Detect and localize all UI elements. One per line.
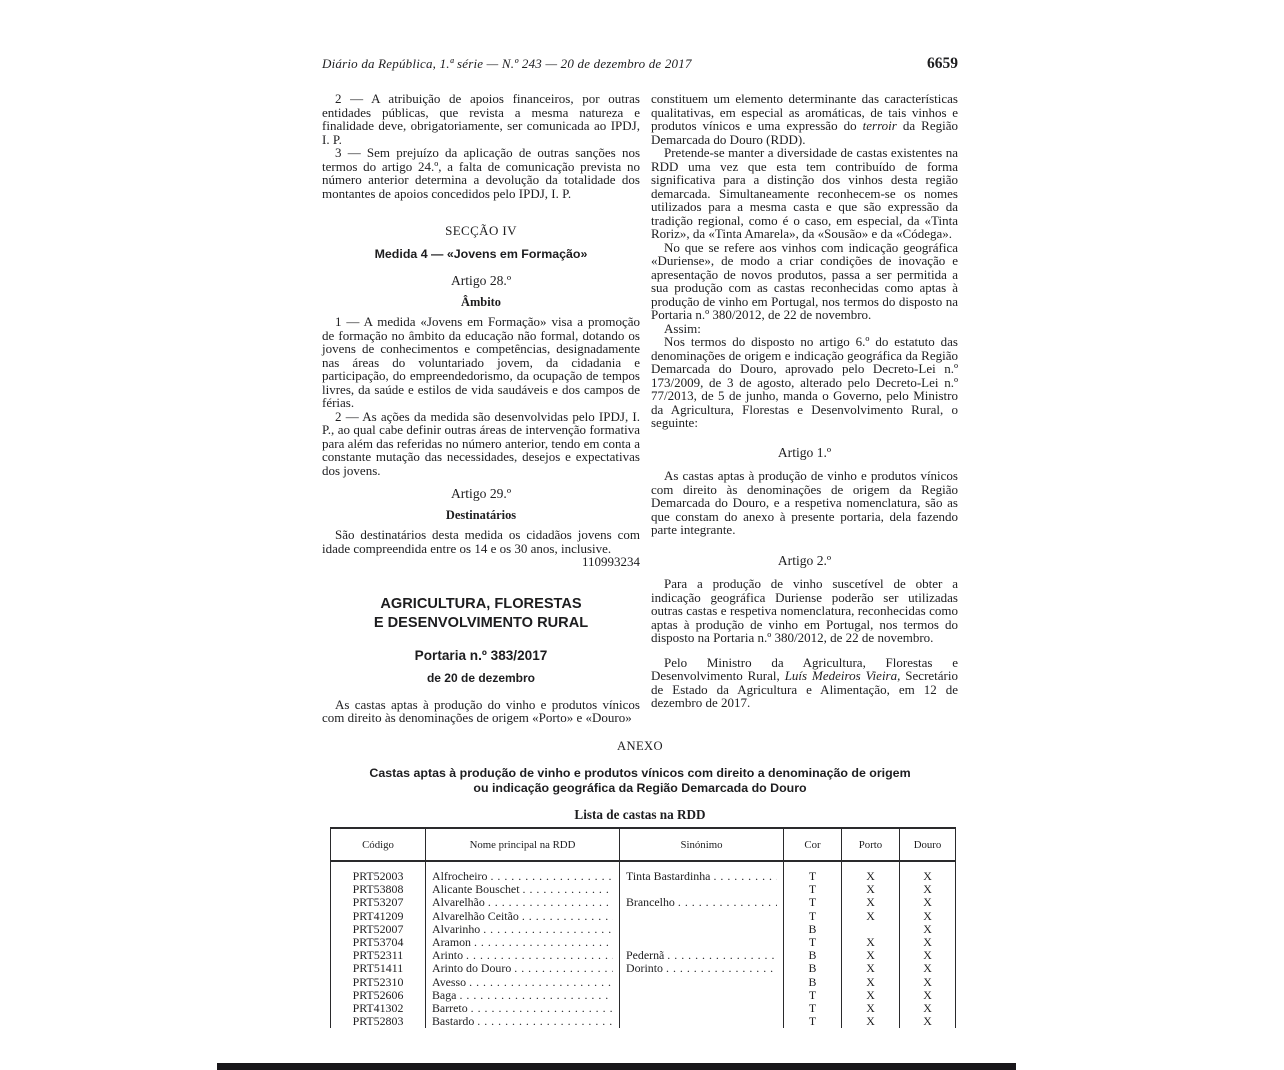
- header-cor: Cor: [784, 828, 842, 861]
- cell-cor: T: [784, 1002, 842, 1015]
- signature-name-italic: Luís Medeiros Vieira,: [784, 668, 901, 683]
- cell-cor: T: [784, 989, 842, 1002]
- annex-subtitle: Lista de castas na RDD: [574, 807, 706, 823]
- table-row: [331, 949, 956, 962]
- cell-sinonimo: Pedernã . . .: [620, 949, 784, 962]
- cell-porto: X: [842, 989, 900, 1002]
- dot-leader: [710, 870, 777, 883]
- cell-cor: T: [784, 936, 842, 949]
- ministry-line-1: AGRICULTURA, FLORESTAS: [380, 595, 582, 612]
- cell-douro: X: [900, 962, 956, 975]
- paragraph-28-2: 2 — As ações da medida são desenvolvidas pelo IPDJ, I. P., ao qual cabe definir outras áreas de intervenção formativa para além das referidas no número anterior, tendo em conta a constante mutação das necessidades, desejos e expectativas dos jovens.: [322, 408, 640, 478]
- cell-cor: T: [784, 896, 842, 909]
- cell-douro: X: [900, 923, 956, 936]
- cell-porto: X: [842, 976, 900, 989]
- cell-codigo: PRT52007: [331, 923, 426, 936]
- cell-douro: X: [900, 976, 956, 989]
- dot-leader: [474, 1015, 613, 1028]
- table-row: [331, 936, 956, 949]
- paragraph-artigo-2: Para a produção de vinho suscetível de obter a indicação geográfica Duriense poderão ser utilizadas outras castas e respetiva nomenclatura, reconhecidas como aptas à produção de vinho em Portugal, nos termos do disposto na Portaria n.º 380/2012, de 22 de novembro.: [651, 576, 958, 645]
- cell-codigo: PRT52310: [331, 976, 426, 989]
- paragraph-artigo-1: As castas aptas à produção de vinho e produtos vínicos com direito às denominações de origem da Região Demarcada do Douro, e a respetiva nomenclatura, são as que constam do anexo à presente portaria, dela fazendo parte integrante.: [651, 468, 958, 537]
- artigo-29-heading: Artigo 29.º: [450, 486, 512, 501]
- annex-title-line-2: ou indicação geográfica da Região Demarcada do Douro: [473, 780, 807, 795]
- header-nome: Nome principal na RDD: [426, 828, 620, 861]
- cell-cor: T: [784, 910, 842, 923]
- paragraph-apoios-3: 3 — Sem prejuízo da aplicação de outras sanções nos termos do artigo 24.º, a falta de comunicação prevista no número anterior determina a devolução da totalidade dos montantes de apoios concedidos pelo IPDJ, I. P.: [322, 145, 640, 201]
- cell-nome: Barreto . . .: [426, 1002, 620, 1015]
- header-porto: Porto: [842, 828, 900, 861]
- table-row: [331, 923, 956, 936]
- cell-codigo: PRT53207: [331, 896, 426, 909]
- portaria-date: de 20 de dezembro: [426, 671, 536, 685]
- cell-douro: X: [900, 896, 956, 909]
- cell-nome: Arinto . . .: [426, 949, 620, 962]
- cell-nome: Alvarinho . . .: [426, 923, 620, 936]
- table-row: [331, 883, 956, 896]
- table-row: [331, 896, 956, 909]
- portaria-heading: Portaria n.º 383/2017: [414, 647, 548, 663]
- header-douro: Douro: [900, 828, 956, 861]
- dot-leader: [675, 896, 777, 909]
- paragraph-28-1: 1 — A medida «Jovens em Formação» visa a promoção de formação no âmbito da educação não formal, dotando os jovens de conhecimentos e competências, designadamente nas áreas do voluntariado jovem, da cidadania e participação, do empreendedorismo, da ocupação de tempos livres, da saúde e estilos de vida saudáveis e dos campos de férias.: [322, 314, 640, 410]
- cell-sinonimo: [620, 1015, 784, 1028]
- paragraph-termos: Nos termos do disposto no artigo 6.º do estatuto das denominações de origem e indicação geográfica da Região Demarcada do Douro, aprovado pelo Decreto-Lei n.º 173/2009, de 3 de agosto, alterado pelo Decreto-Lei n.º 77/2013, de 5 de junho, manda o Governo, pelo Ministro da Agricultura, Florestas e Desenvolvimento Rural, o seguinte:: [651, 334, 958, 430]
- cell-douro: X: [900, 1002, 956, 1015]
- cell-cor: B: [784, 949, 842, 962]
- cell-sinonimo: [620, 883, 784, 896]
- cell-cor: B: [784, 962, 842, 975]
- dot-leader: [463, 949, 613, 962]
- dot-leader: [468, 1002, 613, 1015]
- paragraph-29: São destinatários desta medida os cidadãos jovens com idade compreendida entre os 14 e os 30 anos, inclusive.: [322, 527, 640, 556]
- dot-leader: [520, 883, 613, 896]
- cell-nome: Alicante Bouschet . . .: [426, 883, 620, 896]
- cell-douro: X: [900, 1015, 956, 1028]
- cell-sinonimo: [620, 989, 784, 1002]
- cell-codigo: PRT52606: [331, 989, 426, 1002]
- cell-sinonimo: [620, 923, 784, 936]
- cell-porto: X: [842, 1002, 900, 1015]
- terroir-text-before: constituem um elemento determinante das características qualitativas, em especial as aromáticas, de tais vinhos e produtos vínicos e uma expressão do: [651, 91, 958, 133]
- castas-table-body: [331, 861, 956, 1028]
- cell-cor: T: [784, 1015, 842, 1028]
- table-row: [331, 976, 956, 989]
- cell-codigo: PRT41209: [331, 910, 426, 923]
- castas-table: [330, 827, 956, 1028]
- cell-nome: Arinto do Douro . . .: [426, 962, 620, 975]
- cell-sinonimo: Dorinto . . .: [620, 962, 784, 975]
- artigo-1-heading: Artigo 1.º: [777, 444, 832, 460]
- right-column: [651, 92, 958, 710]
- dot-leader: [663, 962, 777, 975]
- cell-porto: X: [842, 936, 900, 949]
- cell-codigo: PRT52311: [331, 949, 426, 962]
- paragraph-terroir: [651, 92, 958, 146]
- castas-table-header: [331, 828, 956, 861]
- table-row: [331, 1002, 956, 1015]
- cell-douro: X: [900, 989, 956, 1002]
- cell-sinonimo: [620, 1002, 784, 1015]
- paragraph-duriense: No que se refere aos vinhos com indicação geográfica «Duriense», de modo a criar condições de inovação e apresentação de novos produtos, passa a ser permitida a sua produção com as castas reconhecidas como aptas à produção de vinho em Portugal, nos termos do disposto na Portaria n.º 380/2012, de 22 de novembro.: [651, 239, 958, 322]
- header-sinonimo: Sinónimo: [620, 828, 784, 861]
- table-row: [331, 962, 956, 975]
- cell-codigo: PRT51411: [331, 962, 426, 975]
- cell-nome: Avesso . . .: [426, 976, 620, 989]
- dot-leader: [471, 936, 613, 949]
- page-bottom-bar: [217, 1063, 1016, 1070]
- terroir-italic: terroir: [862, 118, 897, 133]
- document-number: 110993234: [581, 554, 640, 569]
- cell-porto: X: [842, 1015, 900, 1028]
- paragraph-assim: Assim:: [664, 320, 701, 336]
- terroir-text-after: da Região Demarcada do Douro (RDD).: [651, 118, 958, 147]
- cell-cor: T: [784, 861, 842, 883]
- cell-nome: Baga . . .: [426, 989, 620, 1002]
- paragraph-apoios-2: 2 — A atribuição de apoios financeiros, por outras entidades públicas, que revista a mesma natureza e finalidade deve, obrigatoriamente, ser comunicada ao IPDJ, I. P.: [322, 91, 640, 147]
- cell-douro: X: [900, 936, 956, 949]
- annex-title: [322, 766, 958, 795]
- cell-sinonimo: Brancelho . . .: [620, 896, 784, 909]
- page-number: 6659: [927, 55, 958, 72]
- portaria-summary: As castas aptas à produção do vinho e produtos vínicos com direito às denominações de origem «Porto» e «Douro»: [322, 696, 640, 725]
- cell-cor: B: [784, 976, 842, 989]
- dot-leader: [519, 910, 613, 923]
- annex-title-line-1: Castas aptas à produção de vinho e produtos vínicos com direito a denominação de origem: [369, 766, 911, 780]
- cell-codigo: PRT53704: [331, 936, 426, 949]
- left-column: [322, 92, 640, 725]
- artigo-2-heading: Artigo 2.º: [777, 552, 832, 568]
- cell-sinonimo: [620, 910, 784, 923]
- ambito-heading: Âmbito: [461, 294, 501, 309]
- cell-porto: X: [842, 962, 900, 975]
- annex-label: ANEXO: [616, 739, 664, 753]
- cell-codigo: PRT53808: [331, 883, 426, 896]
- cell-douro: X: [900, 949, 956, 962]
- dot-leader: [485, 896, 613, 909]
- cell-porto: X: [842, 949, 900, 962]
- ministry-heading: [322, 595, 640, 633]
- cell-sinonimo: [620, 976, 784, 989]
- cell-porto: X: [842, 896, 900, 909]
- cell-douro: X: [900, 861, 956, 883]
- signature-text-before: Pelo Ministro da Agricultura, Florestas e Desenvolvimento Rural,: [651, 654, 958, 683]
- signature-text-after: Secretário de Estado da Agricultura e Alimentação, em 12 de dezembro de 2017.: [651, 668, 958, 710]
- cell-codigo: PRT41302: [331, 1002, 426, 1015]
- cell-porto: X: [842, 883, 900, 896]
- dot-leader: [466, 976, 613, 989]
- cell-sinonimo: [620, 936, 784, 949]
- cell-nome: Bastardo . . .: [426, 1015, 620, 1028]
- cell-nome: Alvarelhão . . .: [426, 896, 620, 909]
- table-row: [331, 1015, 956, 1028]
- cell-codigo: PRT52003: [331, 861, 426, 883]
- cell-porto: X: [842, 910, 900, 923]
- section-heading: SECÇÃO IV: [445, 223, 517, 238]
- cell-nome: Alfrocheiro . . .: [426, 861, 620, 883]
- table-row: [331, 910, 956, 923]
- measure-heading: Medida 4 — «Jovens em Formação»: [374, 246, 588, 261]
- page-header: [322, 55, 958, 73]
- dot-leader: [480, 923, 613, 936]
- dot-leader: [456, 989, 613, 1002]
- artigo-28-heading: Artigo 28.º: [450, 273, 512, 288]
- cell-cor: T: [784, 883, 842, 896]
- cell-cor: B: [784, 923, 842, 936]
- header-codigo: Código: [331, 828, 426, 861]
- table-row: [331, 861, 956, 883]
- dot-leader: [511, 962, 613, 975]
- annex-section: [322, 739, 958, 823]
- cell-nome: Aramon . . .: [426, 936, 620, 949]
- cell-nome: Alvarelhão Ceitão . . .: [426, 910, 620, 923]
- dot-leader: [664, 949, 777, 962]
- signature-paragraph: [651, 656, 958, 710]
- table-row: [331, 989, 956, 1002]
- cell-codigo: PRT52803: [331, 1015, 426, 1028]
- journal-title: Diário da República, 1.ª série — N.º 243 — 20 de dezembro de 2017: [322, 56, 692, 71]
- ministry-line-2: E DESENVOLVIMENTO RURAL: [373, 614, 589, 631]
- cell-douro: X: [900, 910, 956, 923]
- paragraph-pretende: Pretende-se manter a diversidade de castas existentes na RDD uma vez que esta tem contribuído de forma significativa para a distinção dos vinhos desta região demarcada. Simultaneamente reconhecem-se os nomes utilizados para a mesma casta e que são expressão da tradição regional, como é o caso, em especial, da «Tinta Roriz», da «Tinta Amarela», da «Sousão» e da «Códega».: [651, 145, 958, 241]
- cell-porto: [842, 923, 900, 936]
- dot-leader: [487, 870, 613, 883]
- cell-sinonimo: Tinta Bastardinha . . .: [620, 861, 784, 883]
- cell-douro: X: [900, 883, 956, 896]
- destinatarios-heading: Destinatários: [445, 507, 517, 522]
- cell-porto: X: [842, 861, 900, 883]
